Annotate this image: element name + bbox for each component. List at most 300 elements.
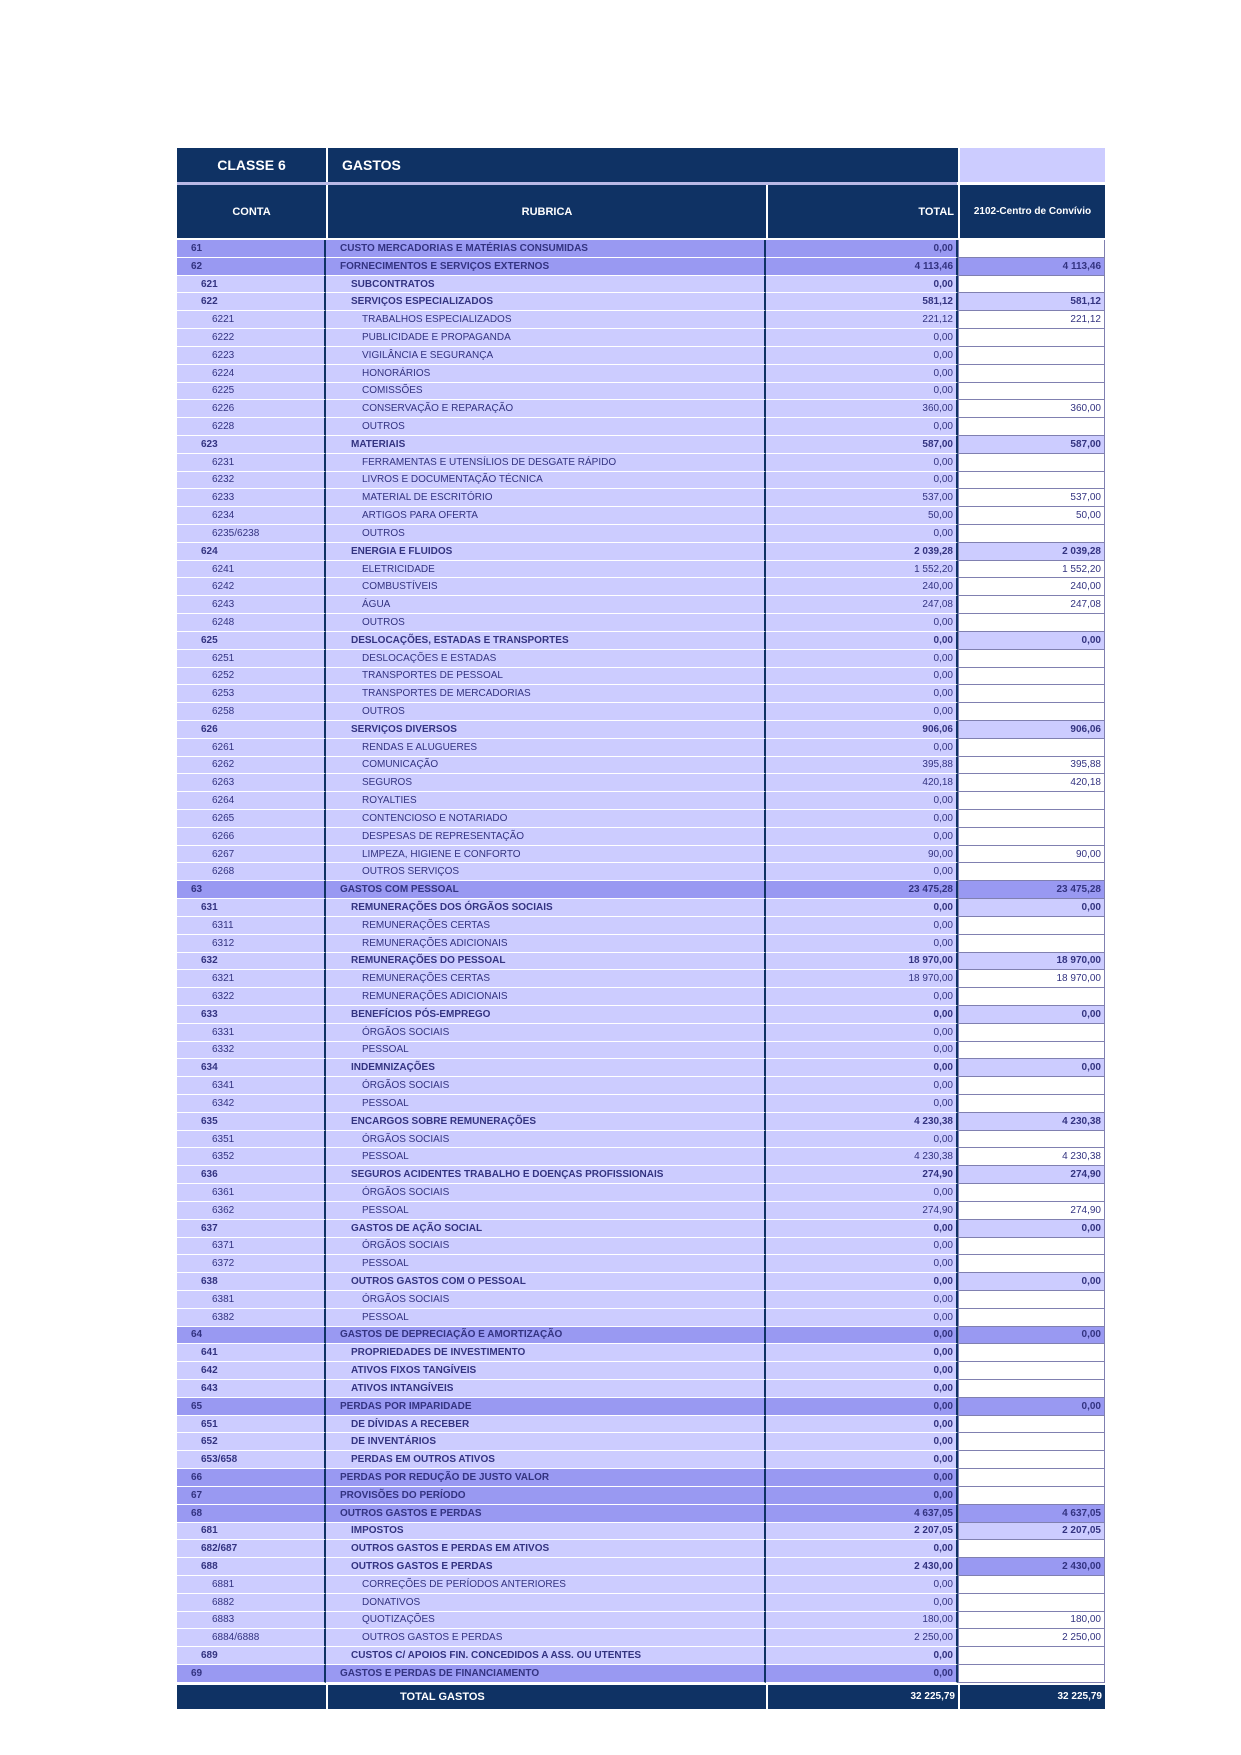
row-centro	[958, 1184, 1105, 1202]
row-code: 64	[177, 1327, 326, 1345]
row-code: 6253	[177, 685, 326, 703]
row-centro: 180,00	[958, 1612, 1105, 1630]
row-total: 0,00	[766, 1380, 958, 1398]
row-total: 0,00	[766, 525, 958, 543]
row-label: DESLOCAÇÕES, ESTADAS E TRANSPORTES	[326, 632, 766, 650]
row-centro: 4 113,46	[958, 258, 1105, 276]
row-code: 6233	[177, 489, 326, 507]
table-row	[177, 881, 1105, 899]
row-code: 6221	[177, 311, 326, 329]
row-centro: 2 039,28	[958, 543, 1105, 561]
row-label: GASTOS COM PESSOAL	[326, 881, 766, 899]
row-total: 0,00	[766, 1309, 958, 1327]
row-centro	[958, 988, 1105, 1006]
row-total: 23 475,28	[766, 881, 958, 899]
table-row	[177, 988, 1105, 1006]
table-row	[177, 846, 1105, 864]
row-label: CUSTOS C/ APOIOS FIN. CONCEDIDOS A ASS. OU UTENTES	[326, 1647, 766, 1665]
row-label: OUTROS GASTOS E PERDAS	[326, 1505, 766, 1523]
table-row	[177, 1148, 1105, 1166]
total-value: 32 225,79	[768, 1685, 958, 1709]
table-row	[177, 757, 1105, 775]
expenses-sheet	[177, 148, 1105, 1709]
table-row	[177, 276, 1105, 294]
row-centro: 4 637,05	[958, 1505, 1105, 1523]
row-total: 274,90	[766, 1166, 958, 1184]
row-total: 1 552,20	[766, 561, 958, 579]
row-total: 0,00	[766, 383, 958, 401]
row-total: 0,00	[766, 1131, 958, 1149]
row-label: COMISSÕES	[326, 383, 766, 401]
table-row	[177, 935, 1105, 953]
row-code: 635	[177, 1113, 326, 1131]
table-row	[177, 1487, 1105, 1505]
row-centro	[958, 810, 1105, 828]
row-centro: 240,00	[958, 578, 1105, 596]
row-total: 0,00	[766, 454, 958, 472]
row-code: 6883	[177, 1612, 326, 1630]
row-label: COMUNICAÇÃO	[326, 757, 766, 775]
row-centro	[958, 685, 1105, 703]
row-centro: 2 430,00	[958, 1558, 1105, 1576]
row-label: PESSOAL	[326, 1148, 766, 1166]
row-label: GASTOS E PERDAS DE FINANCIAMENTO	[326, 1665, 766, 1683]
table-row	[177, 1113, 1105, 1131]
row-label: TRABALHOS ESPECIALIZADOS	[326, 311, 766, 329]
table-row	[177, 1380, 1105, 1398]
row-label: DESPESAS DE REPRESENTAÇÃO	[326, 828, 766, 846]
row-total: 240,00	[766, 578, 958, 596]
row-total: 4 637,05	[766, 1505, 958, 1523]
row-code: 6228	[177, 418, 326, 436]
row-code: 6234	[177, 507, 326, 525]
row-label: CONTENCIOSO E NOTARIADO	[326, 810, 766, 828]
row-centro	[958, 1594, 1105, 1612]
row-centro	[958, 1380, 1105, 1398]
row-code: 634	[177, 1059, 326, 1077]
table-row	[177, 863, 1105, 881]
row-centro	[958, 1647, 1105, 1665]
row-centro: 2 250,00	[958, 1629, 1105, 1647]
row-code: 6382	[177, 1309, 326, 1327]
row-centro	[958, 276, 1105, 294]
row-total: 0,00	[766, 1327, 958, 1345]
row-centro	[958, 1665, 1105, 1683]
row-code: 6235/6238	[177, 525, 326, 543]
row-centro	[958, 1362, 1105, 1380]
row-total: 0,00	[766, 1540, 958, 1558]
table-row	[177, 1398, 1105, 1416]
row-centro	[958, 1131, 1105, 1149]
row-code: 623	[177, 436, 326, 454]
table-row	[177, 1077, 1105, 1095]
row-total: 395,88	[766, 757, 958, 775]
row-label: PUBLICIDADE E PROPAGANDA	[326, 329, 766, 347]
row-total: 0,00	[766, 632, 958, 650]
row-code: 6341	[177, 1077, 326, 1095]
row-code: 6243	[177, 596, 326, 614]
row-label: ENERGIA E FLUIDOS	[326, 543, 766, 561]
row-centro	[958, 1344, 1105, 1362]
table-row	[177, 1255, 1105, 1273]
table-row	[177, 1024, 1105, 1042]
column-header-rubrica: RUBRICA	[328, 185, 766, 238]
row-label: PROVISÕES DO PERÍODO	[326, 1487, 766, 1505]
row-code: 6265	[177, 810, 326, 828]
column-headers	[177, 185, 1105, 238]
row-label: OUTROS	[326, 703, 766, 721]
row-total: 360,00	[766, 400, 958, 418]
row-code: 6252	[177, 668, 326, 686]
row-code: 6264	[177, 792, 326, 810]
row-label: VIGILÂNCIA E SEGURANÇA	[326, 347, 766, 365]
table-row	[177, 400, 1105, 418]
row-label: COMBUSTÍVEIS	[326, 578, 766, 596]
row-label: ÓRGÃOS SOCIAIS	[326, 1238, 766, 1256]
table-row	[177, 1647, 1105, 1665]
row-centro	[958, 525, 1105, 543]
row-code: 621	[177, 276, 326, 294]
table-row	[177, 1059, 1105, 1077]
table-row	[177, 489, 1105, 507]
row-code: 6361	[177, 1184, 326, 1202]
row-total: 180,00	[766, 1612, 958, 1630]
row-total: 4 113,46	[766, 258, 958, 276]
row-centro	[958, 1042, 1105, 1060]
row-label: OUTROS GASTOS E PERDAS EM ATIVOS	[326, 1540, 766, 1558]
row-total: 0,00	[766, 935, 958, 953]
row-code: 6884/6888	[177, 1629, 326, 1647]
table-row	[177, 1540, 1105, 1558]
row-label: CUSTO MERCADORIAS E MATÉRIAS CONSUMIDAS	[326, 240, 766, 258]
row-total: 0,00	[766, 899, 958, 917]
row-label: OUTROS GASTOS E PERDAS	[326, 1558, 766, 1576]
row-label: FORNECIMENTOS E SERVIÇOS EXTERNOS	[326, 258, 766, 276]
row-label: OUTROS SERVIÇOS	[326, 863, 766, 881]
row-total: 247,08	[766, 596, 958, 614]
row-label: REMUNERAÇÕES ADICIONAIS	[326, 988, 766, 1006]
row-centro: 18 970,00	[958, 953, 1105, 971]
row-total: 0,00	[766, 1487, 958, 1505]
row-label: DE DÍVIDAS A RECEBER	[326, 1416, 766, 1434]
table-row	[177, 953, 1105, 971]
row-centro: 18 970,00	[958, 970, 1105, 988]
row-centro	[958, 739, 1105, 757]
row-label: ELETRICIDADE	[326, 561, 766, 579]
row-code: 633	[177, 1006, 326, 1024]
row-total: 0,00	[766, 1006, 958, 1024]
row-code: 638	[177, 1273, 326, 1291]
row-total: 2 039,28	[766, 543, 958, 561]
row-centro	[958, 418, 1105, 436]
table-row	[177, 917, 1105, 935]
row-centro	[958, 1469, 1105, 1487]
table-row	[177, 347, 1105, 365]
row-total: 0,00	[766, 703, 958, 721]
table-row	[177, 507, 1105, 525]
row-label: RENDAS E ALUGUERES	[326, 739, 766, 757]
row-centro	[958, 1451, 1105, 1469]
row-label: OUTROS	[326, 418, 766, 436]
row-total: 0,00	[766, 1220, 958, 1238]
row-code: 6232	[177, 472, 326, 490]
total-label: TOTAL GASTOS	[328, 1685, 766, 1709]
row-code: 6223	[177, 347, 326, 365]
table-row	[177, 1006, 1105, 1024]
row-total: 90,00	[766, 846, 958, 864]
table-row	[177, 1362, 1105, 1380]
row-total: 0,00	[766, 1273, 958, 1291]
row-total: 4 230,38	[766, 1113, 958, 1131]
row-code: 689	[177, 1647, 326, 1665]
row-total: 0,00	[766, 1416, 958, 1434]
total-row-spacer	[177, 1685, 326, 1709]
table-row	[177, 1291, 1105, 1309]
row-centro: 395,88	[958, 757, 1105, 775]
row-code: 6222	[177, 329, 326, 347]
row-total: 587,00	[766, 436, 958, 454]
row-total: 0,00	[766, 810, 958, 828]
row-label: SUBCONTRATOS	[326, 276, 766, 294]
table-row	[177, 329, 1105, 347]
row-centro: 0,00	[958, 1327, 1105, 1345]
row-label: DESLOCAÇÕES E ESTADAS	[326, 650, 766, 668]
table-row	[177, 1523, 1105, 1541]
row-total: 0,00	[766, 472, 958, 490]
row-code: 6258	[177, 703, 326, 721]
row-centro	[958, 472, 1105, 490]
row-total: 0,00	[766, 240, 958, 258]
row-centro	[958, 792, 1105, 810]
row-total: 581,12	[766, 293, 958, 311]
row-code: 637	[177, 1220, 326, 1238]
row-label: REMUNERAÇÕES ADICIONAIS	[326, 935, 766, 953]
row-total: 0,00	[766, 1665, 958, 1683]
class-header-filler	[960, 148, 1105, 182]
row-label: OUTROS	[326, 525, 766, 543]
row-code: 6371	[177, 1238, 326, 1256]
table-row	[177, 614, 1105, 632]
row-total: 0,00	[766, 418, 958, 436]
table-row	[177, 1238, 1105, 1256]
row-label: ÁGUA	[326, 596, 766, 614]
row-centro: 0,00	[958, 1059, 1105, 1077]
row-centro	[958, 454, 1105, 472]
row-centro: 23 475,28	[958, 881, 1105, 899]
row-centro	[958, 1255, 1105, 1273]
row-centro	[958, 1309, 1105, 1327]
class-label: CLASSE 6	[177, 148, 326, 182]
row-total: 274,90	[766, 1202, 958, 1220]
table-row	[177, 739, 1105, 757]
table-row	[177, 454, 1105, 472]
row-code: 6268	[177, 863, 326, 881]
row-label: SERVIÇOS ESPECIALIZADOS	[326, 293, 766, 311]
row-code: 6266	[177, 828, 326, 846]
table-body	[177, 240, 1105, 1683]
row-code: 6267	[177, 846, 326, 864]
row-code: 6312	[177, 935, 326, 953]
row-label: PESSOAL	[326, 1309, 766, 1327]
row-total: 0,00	[766, 792, 958, 810]
row-label: REMUNERAÇÕES DO PESSOAL	[326, 953, 766, 971]
row-total: 0,00	[766, 917, 958, 935]
table-row	[177, 774, 1105, 792]
row-total: 0,00	[766, 1042, 958, 1060]
row-centro: 581,12	[958, 293, 1105, 311]
table-row	[177, 1451, 1105, 1469]
table-row	[177, 1433, 1105, 1451]
row-centro	[958, 329, 1105, 347]
table-row	[177, 472, 1105, 490]
row-label: PROPRIEDADES DE INVESTIMENTO	[326, 1344, 766, 1362]
table-row	[177, 1469, 1105, 1487]
row-total: 0,00	[766, 1469, 958, 1487]
table-row	[177, 1576, 1105, 1594]
row-total: 537,00	[766, 489, 958, 507]
row-code: 6321	[177, 970, 326, 988]
row-label: ARTIGOS PARA OFERTA	[326, 507, 766, 525]
row-code: 6226	[177, 400, 326, 418]
row-code: 641	[177, 1344, 326, 1362]
row-label: GASTOS DE AÇÃO SOCIAL	[326, 1220, 766, 1238]
table-row	[177, 383, 1105, 401]
row-label: ÓRGÃOS SOCIAIS	[326, 1131, 766, 1149]
table-row	[177, 436, 1105, 454]
row-centro: 0,00	[958, 632, 1105, 650]
row-centro	[958, 1433, 1105, 1451]
table-row	[177, 1131, 1105, 1149]
table-row	[177, 1594, 1105, 1612]
table-row	[177, 1042, 1105, 1060]
row-total: 0,00	[766, 1238, 958, 1256]
row-label: ENCARGOS SOBRE REMUNERAÇÕES	[326, 1113, 766, 1131]
row-total: 0,00	[766, 1255, 958, 1273]
row-centro: 90,00	[958, 846, 1105, 864]
row-label: ÓRGÃOS SOCIAIS	[326, 1024, 766, 1042]
table-row	[177, 1416, 1105, 1434]
table-row	[177, 543, 1105, 561]
row-centro	[958, 703, 1105, 721]
row-label: TRANSPORTES DE PESSOAL	[326, 668, 766, 686]
row-code: 632	[177, 953, 326, 971]
row-code: 642	[177, 1362, 326, 1380]
table-row	[177, 1344, 1105, 1362]
row-centro: 360,00	[958, 400, 1105, 418]
row-code: 643	[177, 1380, 326, 1398]
row-code: 67	[177, 1487, 326, 1505]
column-header-total: TOTAL	[768, 185, 958, 238]
row-total: 0,00	[766, 347, 958, 365]
row-code: 6372	[177, 1255, 326, 1273]
row-code: 6241	[177, 561, 326, 579]
row-label: GASTOS DE DEPRECIAÇÃO E AMORTIZAÇÃO	[326, 1327, 766, 1345]
row-label: PERDAS EM OUTROS ATIVOS	[326, 1451, 766, 1469]
row-centro	[958, 347, 1105, 365]
table-row	[177, 810, 1105, 828]
column-header-centro: 2102-Centro de Convívio	[960, 185, 1105, 238]
row-code: 66	[177, 1469, 326, 1487]
row-label: CONSERVAÇÃO E REPARAÇÃO	[326, 400, 766, 418]
row-total: 0,00	[766, 1398, 958, 1416]
table-row	[177, 1202, 1105, 1220]
row-code: 6251	[177, 650, 326, 668]
total-centro-value: 32 225,79	[960, 1685, 1105, 1709]
row-centro: 0,00	[958, 1398, 1105, 1416]
row-centro	[958, 240, 1105, 258]
row-label: HONORÁRIOS	[326, 365, 766, 383]
row-centro: 221,12	[958, 311, 1105, 329]
row-total: 2 250,00	[766, 1629, 958, 1647]
row-code: 6342	[177, 1095, 326, 1113]
row-label: PERDAS POR IMPARIDADE	[326, 1398, 766, 1416]
table-row	[177, 1184, 1105, 1202]
row-centro	[958, 1291, 1105, 1309]
row-label: SEGUROS	[326, 774, 766, 792]
row-total: 0,00	[766, 828, 958, 846]
table-row	[177, 668, 1105, 686]
row-centro	[958, 1238, 1105, 1256]
row-code: 6261	[177, 739, 326, 757]
row-code: 682/687	[177, 1540, 326, 1558]
row-code: 6262	[177, 757, 326, 775]
row-total: 0,00	[766, 1291, 958, 1309]
table-row	[177, 1309, 1105, 1327]
row-label: ÓRGÃOS SOCIAIS	[326, 1077, 766, 1095]
row-label: CORREÇÕES DE PERÍODOS ANTERIORES	[326, 1576, 766, 1594]
table-row	[177, 1665, 1105, 1683]
row-code: 6352	[177, 1148, 326, 1166]
row-code: 622	[177, 293, 326, 311]
row-label: PESSOAL	[326, 1042, 766, 1060]
table-row	[177, 578, 1105, 596]
row-centro	[958, 1576, 1105, 1594]
row-centro	[958, 935, 1105, 953]
row-label: FERRAMENTAS E UTENSÍLIOS DE DESGATE RÁPIDO	[326, 454, 766, 472]
row-centro: 0,00	[958, 1220, 1105, 1238]
class-title: GASTOS	[328, 148, 958, 182]
row-total: 0,00	[766, 1433, 958, 1451]
row-total: 2 207,05	[766, 1523, 958, 1541]
row-label: LIVROS E DOCUMENTAÇÃO TÉCNICA	[326, 472, 766, 490]
row-total: 0,00	[766, 1059, 958, 1077]
row-centro: 420,18	[958, 774, 1105, 792]
row-centro: 587,00	[958, 436, 1105, 454]
row-label: OUTROS GASTOS COM O PESSOAL	[326, 1273, 766, 1291]
row-total: 0,00	[766, 685, 958, 703]
row-total: 0,00	[766, 329, 958, 347]
row-label: ÓRGÃOS SOCIAIS	[326, 1184, 766, 1202]
row-code: 6311	[177, 917, 326, 935]
row-label: ATIVOS FIXOS TANGÍVEIS	[326, 1362, 766, 1380]
row-total: 50,00	[766, 507, 958, 525]
row-code: 651	[177, 1416, 326, 1434]
row-code: 6242	[177, 578, 326, 596]
row-code: 62	[177, 258, 326, 276]
row-code: 6881	[177, 1576, 326, 1594]
row-label: ATIVOS INTANGÍVEIS	[326, 1380, 766, 1398]
table-row	[177, 899, 1105, 917]
row-code: 688	[177, 1558, 326, 1576]
row-label: TRANSPORTES DE MERCADORIAS	[326, 685, 766, 703]
row-centro: 274,90	[958, 1202, 1105, 1220]
row-label: PESSOAL	[326, 1202, 766, 1220]
table-row	[177, 418, 1105, 436]
table-row	[177, 828, 1105, 846]
table-row	[177, 1095, 1105, 1113]
row-centro	[958, 828, 1105, 846]
table-row	[177, 1612, 1105, 1630]
